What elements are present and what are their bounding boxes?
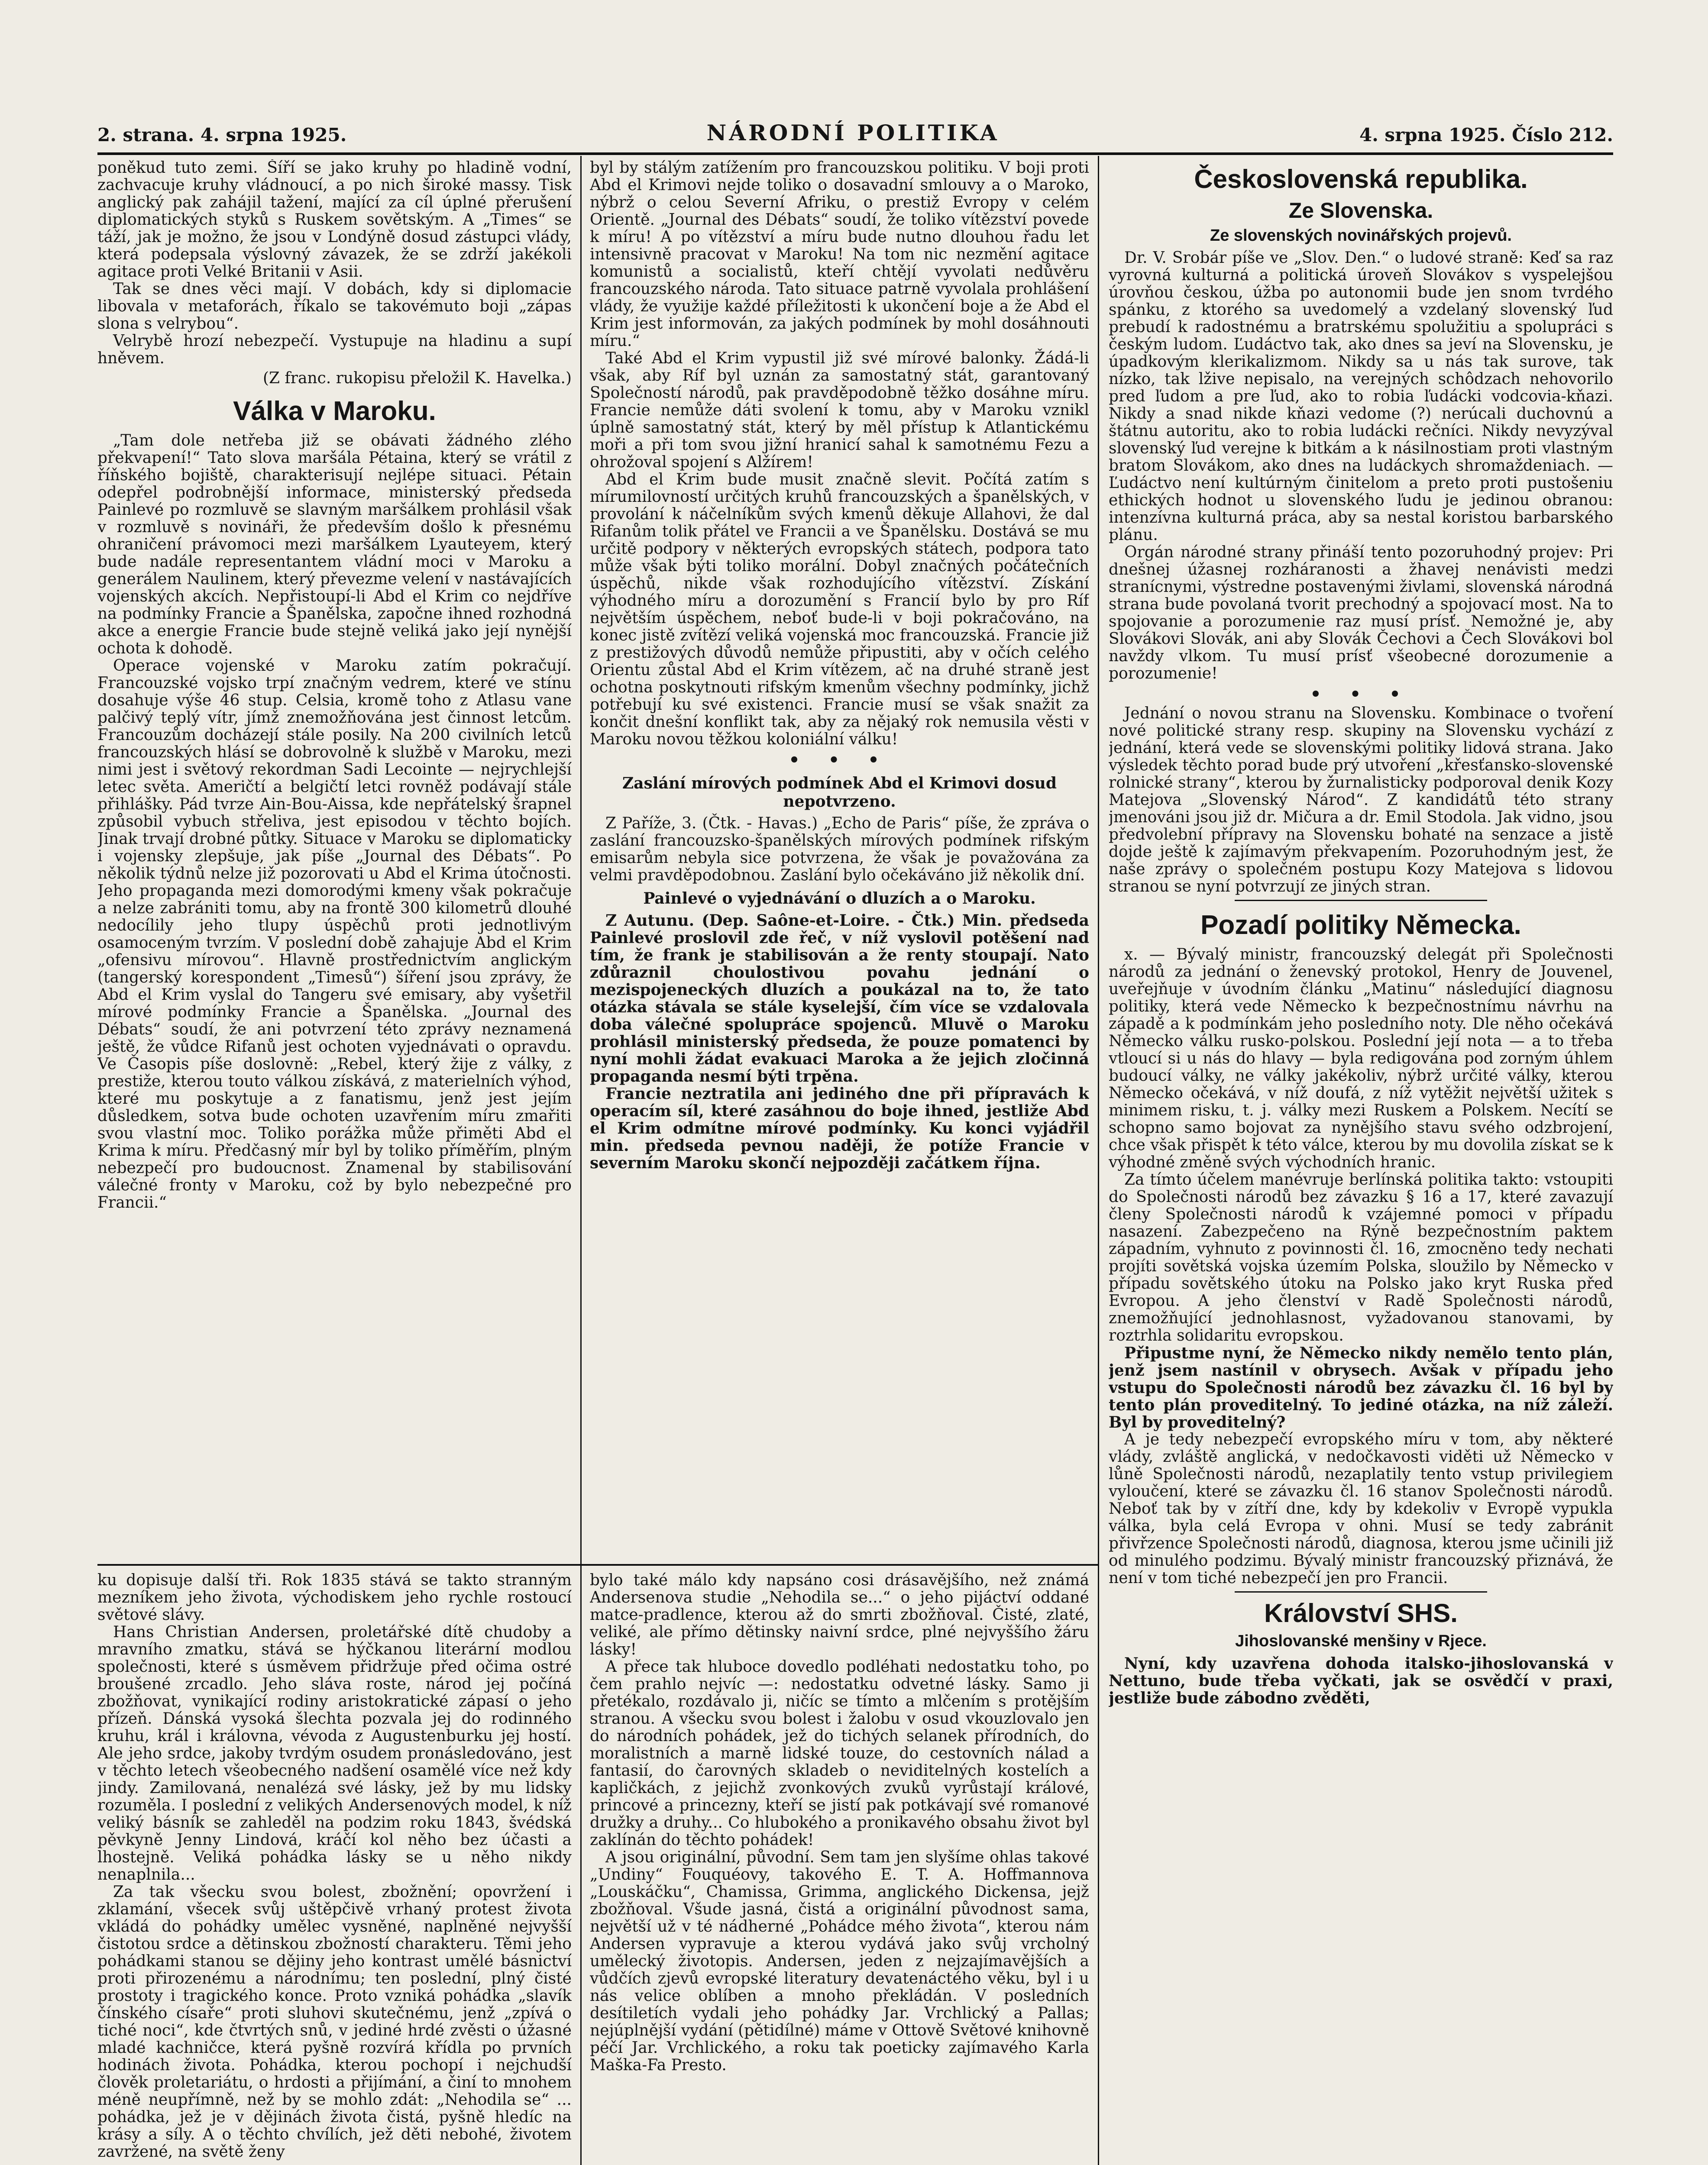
feuilleton-paragraph: Hans Christian Andersen, proletářské dítě chudoby a mravního zmatku, stává se hýčkanou literární modlou společnosti, které s úsměvem přidržuje před očima ostré broušené zrcadlo. Jeho sláva roste, národ jej počíná zbožňovat, vynikající rodiny aristokratické zápasí o jeho přízeň. Dánská vysoká šlechta pozvala jej do rodinného kruhu, král i královna, vévoda z Augustenburku jej hostí. Ale jeho srdce, jakoby tvrdým osudem pronásledováno, jest v těchto letech všeobecného nadšení osamělé více než kdy jindy. Zamilovaná, nenalézá své lásky, jež by mu lidsky rozuměla. I poslední z velikých Andersenových model, k níž veliký básník se zahleděl na podzim roku 1843, švédská pěvkyně Jenny Lindová, kráčí kol něho bez účasti a lhostejně. Veliká pohádka lásky se u něho nikdy nenaplnila... (97, 1623, 572, 1884)
column-rule-2 (1098, 156, 1099, 2165)
section-stars: • • • (1310, 684, 1412, 704)
war-paragraph-2: Operace vojenské v Maroku zatím pokračují. Francouzské vojsko trpí značným vedrem, které ve stínu dosahuje výše 46 stup. Celsia, kromě toho z Atlasu vane palčivý teplý vítr, jímž znemožňována jest činnost letcům. Francouzům docházejí stále posily. Na 200 civilních letců francouzských hlásí se dobrovolně k službě v Maroku, mezi nimi jest i světový rekordman Sadi Lecointe — nejrychlejší letec světa. Američtí a belgičtí letci rovněž podávají stále přihlášky. Pád tvrze Ain-Bou-Aissa, kde nepřátelský šrapnel způsobil vybuch střeliva, jest episodou v těchto bojích. Jinak trvají drobné půtky. Situace v Maroku se diplomaticky i vojensky zlepšuje, jak píše „Journal des Débats“. Po několik týdnů nelze již pozorovati u Abd el Krima útočnosti. Jeho propaganda mezi domorodými kmeny však pokračuje a nelze zabrániti tomu, aby na frontě 300 kilometrů dlouhé nedocílily jeho tlupy úspěchů proti jednotlivým osamoceným tvrzím. V poslední době zahajuje Abd el Krim „ofensivu mírovou“. Hlavně prostřednictvím anglickým (tangerský korespondent „Timesů“) šíření jsou zprávy, že Abd el Krim vyslal do Tangeru své emisary, aby vyšetřil mírové podmínky Francie a Španělska. „Journal des Débats“ soudí, že ani potvrzení této zprávy neznamená ještě, že vůdce Rifanů jest ochoten vyjednávati o opravdu. Ve Časopis píše doslovně: „Rebel, který žije z války, z prestiže, kterou touto válkou získává, z materielních výhod, které mu poskytuje a z fanatismu, jenž jest jejím důsledkem, sotva bude ochoten uzavřením míru zmařiti svou vlastní moc. Toliko porážka může přiměti Abd el Krima k míru. Předčasný mír byl by toliko příměřím, plným nebezpečí pro budoucnost. Znamenal by stabilisování válečné fronty v Maroku, což by bylo nebezpečné pro Francii.“ (97, 657, 572, 1212)
feuilleton-paragraph: bylo také málo kdy napsáno cosi drásavějšího, než známá Andersenova studie „Nehodila se...“ o jeho pijáctví oddané matce-pradlence, kterou až do smrti zbožňoval. Čisté, zlaté, veliké, ale přímo dětinsky naivní srdce, plné nejvyššího žáru lásky! (590, 1572, 1089, 1658)
feuilleton-paragraph: A jsou originální, původní. Sem tam jen slyšíme ohlas takové „Undiny“ Fouquéovy, takového E. T. A. Hoffmannova „Louskáčku“, Chamissa, Grimma, anglického Dickensa, jejž zbožňoval. Všude jasná, čistá a originální původnost sama, největší už v té nádherné „Pohádce mého života“, kterou nám Andersen vypravuje a kterou vydává jako svůj vrcholný umělecký životopis. Andersen, jeden z nejzajímavějších a vůdčích zjevů evropské literatury devatenáctého věku, byl i u nás velice oblíben a mnoho překládán. V posledních desítiletích vydali jeho pohádky Jar. Vrchlický a Pallas; nejúplnější vydání (pětidílné) máme v Ottově Světové knihovně péčí Jar. Vrchlického, a roku tak poeticky zajímavého Karla Maška-Fa Presto. (590, 1848, 1089, 2074)
germany-paragraph-2: Za tímto účelem manévruje berlínská politika takto: vstoupiti do Společnosti národů bez závazku § 16 a 17, které zavazují členy Společnosti národů k vzájemné pomoci v případu nasazení. Zabezpečeno na Rýně bezpečnostním paktem západním, vyhnuto z povinnosti čl. 16, zmocněno tedy nechati projíti sovětská vojska územím Polska, sloužilo by Německo v případu sovětského útoku na Polsko jako kryt Ruska před Evropou. A jeho členství v Radě Společnosti národů, znemožňující jednohlasnost, vyžadovanou stanovami, by roztrhla solidaritu evropskou. (1109, 1171, 1613, 1344)
war-headline: Válka v Maroku. (233, 396, 436, 426)
shs-subtitle: Jihoslovanské menšiny v Rjece. (1235, 1632, 1487, 1650)
header-right: 4. srpna 1925. Číslo 212. (1359, 124, 1613, 145)
feuilleton-column-2 (590, 1572, 1089, 2165)
peace-paragraph: Z Paříže, 3. (Čtk. - Havas.) „Echo de Paris“ píše, že zpráva o zaslání francouzsko-španělských mírových podmínek rifským emisarům nebyla sice potvrzena, že však je považována za velmi pravděpodobnou. Zaslání bylo očekáváno již několik dní. (590, 814, 1089, 884)
column-3 (1109, 159, 1613, 2165)
paragraph: Tak se dnes věci mají. V dobách, kdy si diplomacie libovala v metaforách, říkalo se takovémuto boji „zápas slona s velrybou“. (97, 280, 572, 333)
article-continuation: poněkud tuto zemi. Šíří se jako kruhy po hladině vodní, zachvacuje kruhy vládnoucí, a po nich široké massy. Tisk anglický pak zahájil tažení, mající za cíl úplné přerušení diplomatických styků s Ruskem sovětským. A „Times“ se táží, jak je možno, že jsou v Londýně dosud zástupci vlády, která podepsala výslovný závazek, že se zdrží jakékoli agitace proti Velké Britanii v Asii. (97, 159, 572, 281)
header-left: 2. strana. 4. srpna 1925. (97, 124, 347, 145)
header-rule (97, 152, 1613, 155)
slovakia-section-title: Ze Slovenska. (1288, 198, 1433, 223)
shs-paragraph-1: Nyní, kdy uzavřena dohoda italsko-jihoslovanská v Nettuno, bude třeba vyčkati, jak se osvědčí v praxi, jestliže bude zábodno zvěděti, (1109, 1654, 1613, 1707)
war-paragraph-1: „Tam dole netřeba již se obávati žádného zlého překvapení!“ Tato slova maršála Pétaina, který se vrátil z říňského bojiště, charakterisují nejlépe situaci. Pétain odepřel podrobnější informace, ministerský předseda Painlevé po rozmluvě se slavným maršálkem prohlásil však v rozmluvě s novináři, že především došlo k přesnému ohraničení právomoci mezi maršálkem Lyauteyem, který bude nadále representantem vládní moci v Maroku a generálem Naulinem, který převezme velení v nastávajících vojenských akcích. Nepřistoupí-li Abd el Krim co nejdříve na podmínky Francie a Španělska, započne ihned rozhodná akce a energie Francie bude stejně veliká jako její nynější ochota k dohodě. (97, 432, 572, 657)
feuilleton-paragraph: ku dopisuje další tři. Rok 1835 stává se takto stranným mezníkem jeho života, východiskem jeho rychle rostoucí světové slávy. (97, 1572, 572, 1624)
czechoslovak-section-title: Československá republika. (1194, 165, 1528, 194)
painleve-headline: Painlevé o vyjednávání o dluzích a o Maroku. (643, 889, 1036, 908)
column-1-top (97, 159, 572, 1558)
column-rule-1 (580, 156, 582, 2165)
slovakia-paragraph-3: Jednání o novou stranu na Slovensku. Kombinace o tvoření nové politické strany resp. skupiny na Slovensku vychází z jednání, která vede se slovenskými politiky lidová strana. Jako výsledek těchto porad bude prý utvoření „křesťansko-slovenské rolnické strany“, kterou by žurnalisticky podporoval denik Kozy Matejova „Slovenský Národ“. Z kandidátů této strany jmenováni jsou již dr. Mičura a dr. Emil Stodola. Jak vidno, jsou předvolební přípravy na Slovensku bohaté na senzace a jistě dojde ještě k zajímavým překvapením. Pozoruhodným jest, že naše zprávy o společném postupu Kozy Matejova s lidovou stranou se nyní potvrzují ze jiných stran. (1109, 704, 1613, 895)
column-2-top (590, 159, 1089, 1558)
translator-credit: (Z franc. rukopisu přeložil K. Havelka.) (262, 369, 572, 387)
painleve-paragraph-1: Z Autunu. (Dep. Saône-et-Loire. - Čtk.) Min. předseda Painlevé proslovil zde řeč, v níž vyslovil potěšení nad tím, že frank je stabilisován a že renty stoupají. Nato zdůraznil choulostivou povahu jednání o mezispojeneckých dluzích a poukázal na to, že tato otázka stávala se stále kyselejší, čím více se vzdalovala doba válečné spolupráce spojenců. Mluvě o Maroku prohlásil ministerský předseda, že pouze pomatenci by nyní mohli žádat evakuaci Maroka a že jejich zločinná propaganda nesmí býti trpěna. (590, 911, 1089, 1086)
feuilleton-rule (97, 1564, 1098, 1566)
feuilleton-paragraph: Za tak všecku svou bolest, zbožnění; opovržení i zklamání, všecek svůj uštěpčivě vrhaný protest života vkládá do pohádky umělec vysněné, naplněné nejvyšší čistotou srdce a dětinskou zbožností charakteru. Těmi jeho pohádkami stanou se dějiny jeho kontrast umělé básnictví proti přirozenému a národnímu; ten poslední, plný čisté prostoty i tragického konce. Proto vzniká pohádka „slavík čínského císaře“ proti sluhovi skutečnému, jenž „zpívá o tiché noci“, kde čtvrtých snů, v jediné hrdé zvěsti o úžasné mladé kachničce, která pyšně rozvírá křídla po prvních hodinách života. Pohádka, kterou pochopí i nejchudší člověk proletariátu, o hrdosti a přijímání, a činí to mnohem méně neupřímně, než by se mohlo zdát: „Nehodila se“ ... pohádka, jež je v dějinách života čistá, pyšně hledíc na krásy a síly. A o těchto chvílích, jež děti nebohé, životem zavržené, na světě ženy (97, 1883, 572, 2161)
war-continuation: byl by stálým zatížením pro francouzskou politiku. V boji proti Abd el Krimovi nejde toliko o dosavadní smlouvy a o Maroko, nýbrž o celou Severní Afriku, o prestiž Evropy v celém Orientě. „Journal des Débats“ soudí, že toliko vítězství povede k míru! A po vítězství a míru bude nutno dlouhou řadu let intensivně pracovat v Maroku! Na tom nic nezmění agitace komunistů a socialistů, kteří chtějí vyvolati nedůvěru francouzského národa. Tato situace patrně vyvolala prohlášení vlády, že využije každé příležitosti k ukončení boje a že Abd el Krim jest informován, za jakých podmínek by mohl dosáhnouti míru.“ (590, 159, 1089, 350)
paragraph: Také Abd el Krim vypustil již své mírové balonky. Žádá-li však, aby Ríf byl uznán za samostatný stát, garantovaný Společností národů, pak pravděpodobně těžko dosáhne míru. Francie nemůže dáti svolení k tomu, aby v Maroku vznikl úplně samostatný stát, který by měl přístup k Atlantickému moři a při tom svou jižní hranicí sahal k samotnému Fezu a ohrožoval spojení s Alžírem! (590, 349, 1089, 471)
section-stars: • • • (789, 750, 890, 770)
section-separator (1235, 1591, 1487, 1593)
paragraph: Velrybě hrozí nebezpečí. Vystupuje na hladinu a supí hněvem. (97, 332, 572, 367)
germany-headline: Pozadí politiky Německa. (1200, 910, 1521, 940)
germany-paragraph-3: Připustme nyní, že Německo nikdy nemělo tento plán, jenž jsem nastínil v obrysech. Avšak v případu jeho vstupu do Společnosti národů bez závazku čl. 16 byl by tento plán proveditelný. To jediné otázka, na níž záleží. Byl by proveditelný? (1109, 1344, 1613, 1431)
germany-paragraph-1: x. — Bývalý ministr, francouzský delegát při Společnosti národů za jednání o ženevský protokol, Henry de Jouvenel, uveřejňuje v úvodním článku „Matinu“ následující diagnosu politiky, která vede Německo k bezpečnostnímu návrhu na západě a k podmínkám jeho posledního noty. Dle něho očekává Německo válku rusko-polskou. Poslední její nota — a to třeba vtloucí si u nás do hlavy — byla redigována pod zorným úhlem budoucí války, ne války jakékoliv, nýbrž určité války, kterou Německo očekává, v níž doufá, z níž vytěžit největší užitek s minimem risku, t. j. války mezi Ruskem a Polskem. Necítí se schopno samo bojovat za nynějšího stavu svého odzbrojení, chce však přispět k této válce, kterou by mu dovolila získat se k výhodné změně svých východních hranic. (1109, 946, 1613, 1171)
section-separator (1235, 900, 1487, 901)
slovak-press-subtitle: Ze slovenských novinářských projevů. (1210, 226, 1512, 245)
peace-headline: Zaslání mírových podmínek Abd el Krimovi dosud nepotvrzeno. (622, 774, 1057, 811)
painleve-paragraph-2: Francie neztratila ani jediného dne při přípravách k operacím síl, které zasáhnou do boje ihned, jestliže Abd el Krim odmítne mírové podmínky. Ku konci vyjádřil min. předseda pevnou naději, že potíže Francie v severním Maroku skončí nejpozději začátkem října. (590, 1085, 1089, 1172)
shs-section-title: Království SHS. (1264, 1599, 1458, 1628)
germany-paragraph-4: A je tedy nebezpečí evropského míru v tom, aby některé vlády, zvláště anglická, v nedočkavosti viděti už Německo v lůně Společnosti národů, nezaplatily tento vstup privilegiem vyloučení, které se závazku čl. 16 stanov Společnosti národů. Neboť tak by v zítří dne, kdy by kdekoliv v Evropě vypukla válka, byla celá Evropa v ohni. Musí se tedy zabránit přivřzence Společnosti národů, diagnosa, kterou jsme učinili již od minulého podzimu. Bývalý ministr francouzský přiznává, že není v tom tiché nebezpečí jen pro Francii. (1109, 1431, 1613, 1587)
paragraph: Abd el Krim bude musit značně slevit. Počítá zatím s mírumilovností určitých kruhů francouzských a španělských, v provolání k náčelníkům svých kmenů děkuje Allahovi, že dal Rifanům tolik přátel ve Francii a ve Španělsku. Dostává se mu určitě podpory v některých evropských státech, podpora tato může však býti toliko morální. Dobyl značných počátečních úspěchů, nikde však rozhodujícího vítězství. Získání výhodného míru a dorozumění s Francií bylo by pro Ríf největším úspěchem, neboť bude-li v boji pokračováno, na konec jistě zvítězí veliká vojenská moc francouzská. Francie již z prestižových důvodů nemůže připustiti, aby v očích celého Orientu zůstal Abd el Krim vítězem, ač na druhé straně jest ochotna poskytnouti rifským kmenům všechny podmínky, jichž potřebují ku své existenci. Francie musí se však snažit za končit dnešní konflikt tak, aby za nějaký rok nemusila věsti v Maroku novou těžkou koloniální válku! (590, 471, 1089, 748)
page-header (97, 120, 1613, 145)
feuilleton-column-1 (97, 1572, 572, 2165)
newspaper-title: NÁRODNÍ POLITIKA (706, 120, 1000, 145)
slovakia-paragraph-1: Dr. V. Srobár píše ve „Slov. Den.“ o ludové straně: Keď sa raz vyrovná kulturná a politická úroveň Slovákov s vyspelejšou úrovňou českou, úžba po autonomii bude jen snom tvrdého spánku, z ktorého sa uvedomelý a vzdelaný slovenský ľud prebudí k radostnému a bratrskému spolužitiu a spolupráci s českým ludom. Ľudáctvo tak, ako dnes sa jeví na Slovensku, je úpadkovým klerikalizmom. Nikdy sa u nás tak surove, tak nízko, tak lžive nepisalo, na verejných schôdzach nehovorilo pred ľudom a pre ľud, ako to robia ľudácki vodcovia-kňazi. Nikdy a snad nikde kňazi vedome (?) nerúcali duchovnú a štátnu autoritu, ako to robia ludácki rečníci. Nikdy nevyzýval slovenský ľud verejne k bitkám a k násilnostiam proti vlastným bratom Slovákom, ako dnes na ludáckych shromaždeniach. — Ľudáctvo není kultúrným činitelom a preto proti pustošeniu ethických hodnot u slovenského ľudu je jedinou obranou: intenzívna kulturná práca, aby sa nestal koristou barbarského plánu. (1109, 249, 1613, 544)
slovakia-paragraph-2: Orgán národné strany přináší tento pozoruhodný projev: Pri dnešnej úžasnej rozháranosti a žhavej nenávisti medzi stranícnymi, výstredne postavenými živlami, slovenská národná strana bude povolaná tvorit prechodný a spojovací most. Na to spojovanie a porozumenie raz musí prísť. Nemožné je, aby Slovákovi Slovák, ani aby Slovák Čechovi a Čech Slovákovi bol navždy vlkom. Tu musí prísť všeobecné dorozumenie a porozumenie! (1109, 543, 1613, 682)
feuilleton-paragraph: A přece tak hluboce dovedlo podléhati nedostatku toho, po čem prahlo nejvíc —: nedostatku odvetné lásky. Samo ji přetékalo, rozdávalo ji, ničíc se tímto a mlčením s protějším stranou. A všecku svou bolest i žalobu v osud vkouzlovalo jen do národních pohádek, jež do tichých selanek přírodních, do moralistních a marně lidské touze, do cestovních nálad a fantasií, do čarovných skladeb o neviditelných kostelích a kapličkách, z jejichž zvonkových zvuků vyrůstají králové, princové a princezny, kteří se jistí pak potkávají své romanové družky a druhy... Co hlubokého a pronikavého obsahu život byl zaklínán do těchto pohádek! (590, 1658, 1089, 1849)
